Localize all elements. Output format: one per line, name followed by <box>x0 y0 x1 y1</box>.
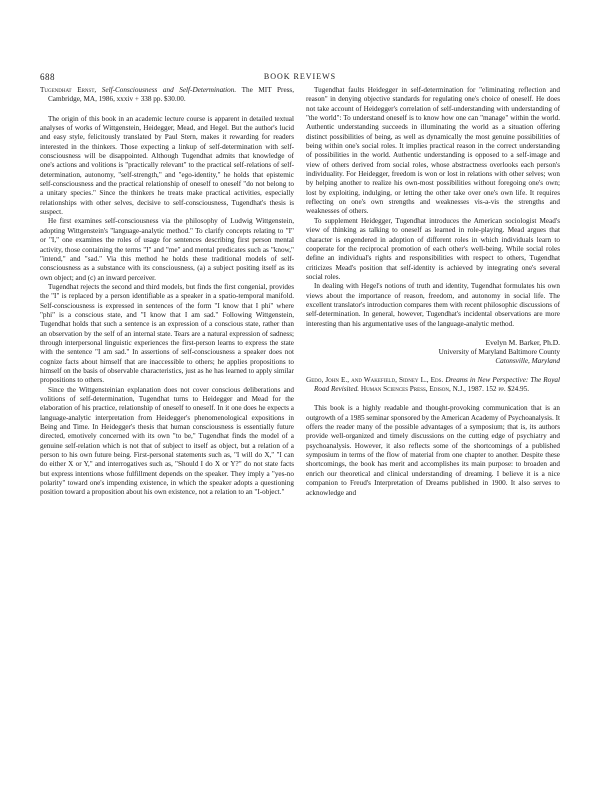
citation2-title: Dreams in New Perspective: The Royal Road Revisited. <box>314 375 561 394</box>
citation-publisher: The MIT Press, Cambridge, MA, 1986, xxxiv + 338 pp. $30.00. <box>48 86 295 104</box>
reviewer-signature <box>306 338 560 367</box>
reviewer-location: Catonsville, Maryland <box>495 357 560 366</box>
right-paragraph: Tugendhat faults Heidegger in self-determination for "eliminating reflection and reason" in denying objective standards for regulating one's choice of oneself. He does not take account of Heidegger's correlation of self-understanding with understanding of "the world": To understand oneself is to know how one can "manage" within the world. Authentic understanding succeeds in illuminating the world as a situation offering distinct possibilities of being, as well as dynamically the most genuine possibilities of being within one's social roles. It implies practical reason in the correct understanding of possibilities in the world. Authentic understanding is opposed to a self-image and view of others derived from social roles, whose abstractness overlooks each person's individuality. For Heidegger, freedom is won or lost in relations with other selves; won by helping another to realize his own-most possibilities without foregoing one's own; lost by exploiting, indulging, or letting the other take over one's own life. It requires reflecting on one's own strengths and weaknesses vis-a-vis the strengths and weaknesses of others. <box>306 86 560 216</box>
running-head: BOOK REVIEWS <box>263 72 337 81</box>
review-citation-1 <box>40 86 294 105</box>
citation2-authors: Gedo, John E., and Wakefield, Sidney L., Eds. <box>306 375 444 384</box>
citation-title: Self-Consciousness and Self-Determination. <box>101 86 237 94</box>
page-number: 688 <box>40 72 55 82</box>
left-paragraph: He first examines self-consciousness via the philosophy of Ludwig Wittgenstein, adopting Wittgenstein's "language-analytic method." To clarify concepts relating to "I" or "I," one examines the roles of usage for sentences describing first person mental activity, those containing the terms "I" and "me" and mental predicates such as "know," "intend," and "sad." Via this method he holds these traditional models of self-consciousness as a substance with its consciousness, (a) a subject positing itself as its own object; and (c) an inward perceiver. <box>40 217 294 282</box>
left-paragraph: The origin of this book in an academic lecture course is apparent in detailed textual analyses of works of Wittgenstein, Heidegger, Mead, and Hegel. But the author's lucid and easy style, felicitously translated by Paul Stern, makes it rewarding for readers interested in the thinkers. Those expecting a linkup of self-determination with self-consciousness will be disappointed. Although Tugendhat admits that knowledge of one's actions and volitions is "practically relevant" to the practical self-relations of self-determination, autonomy, "self-strength," and "ego-identity," he holds that epistemic self-consciousness and the practical relationship of oneself to oneself "do not belong to a unitary species." Since the thinkers he treats make practical activities, especially relationships with other selves, decisive to self-consciousness, Tugendhat's thesis is suspect. <box>40 114 294 217</box>
right-paragraph: In dealing with Hegel's notions of truth and identity, Tugendhat formulates his own views about the importance of reason, freedom, and autonomy in social life. The excellent translator's introduction compares them with recent philosophic discussions of self-determination. In general, however, Tugendhat's incidental observations are more interesting than his argumentative uses of the language-analytic method. <box>306 282 560 328</box>
right-column <box>306 86 560 498</box>
reviewer-affiliation: University of Maryland Baltimore County <box>438 347 560 356</box>
citation2-publisher: Human Sciences Press, Edison, N.J., 1987. 152 pp. $24.95. <box>360 385 530 394</box>
citation-author: Tugendhat Ernst, <box>40 86 97 94</box>
right-paragraph-review2: This book is a highly readable and thought-provoking communication that is an outgrowth of a 1985 seminar sponsored by the American Academy of Psychoanalysis. It offers the reader many of the possible advantages of a symposium; that is, its authors provide well-organized and timely discussions on the cutting edge of psychiatry and psychoanalysis. However, it also reflects some of the shortcomings of a published symposium in terms of the flow of material from one chapter to another. Despite these shortcomings, the book has merit and accomplishes its main purpose: to broaden and enrich our theoretical and clinical understanding of dreaming. I believe it is a nice companion to Freud's Interpretation of Dreams published in 1900. It also serves to acknowledge and <box>306 404 560 497</box>
right-paragraph: To supplement Heidegger, Tugendhat introduces the American sociologist Mead's view of thinking as talking to oneself as learned in role-playing. Mead argues that character is engendered in adoption of different roles in which individuals learn to cooperate for the reciprocal promotion of each other's well-being. While social roles define an individual's rights and responsibilities with respect to others, Tugendhat criticizes Mead's position that self-identity is achieved by integrating one's several social roles. <box>306 216 560 281</box>
review-citation-2 <box>306 376 560 395</box>
reviewer-name: Evelyn M. Barker, Ph.D. <box>485 337 560 347</box>
left-column <box>40 86 294 498</box>
left-paragraph: Tugendhat rejects the second and third models, but finds the first congenial, provides the "I" is replaced by a person identifiable as a speaker in a spatio-temporal manifold. Self-consciousness is expressed in sentences of the form "I know that I phi" where "phi" is a conscious state, and "I know that I am sad." Following Wittgenstein, Tugendhat holds that such a sentence is an expression of a conscious state, rather than an observation by the self of an internal state. Tears are a natural expression of sadness; through interpersonal linguistic experiences the first-person learns to express the state with the sentence "I am sad." In assertions of self-consciousness a speaker does not cognize facts about himself that are inaccessible to others; he applies propositions to himself on the basis of observable characteristics, just as he has learned to apply similar propositions to others. <box>40 282 294 385</box>
left-paragraph: Since the Wittgensteinian explanation does not cover conscious deliberations and volitions of self-determination, Tugendhat turns to Heidegger and Mead for the elaboration of his practice, relationship of oneself to oneself. In it one does he expects a language-analytic interpretation from Heidegger's phenomenological expositions in Being and Time. In Heidegger's thesis that human consciousness is essentially future directed, emotively concerned with its own "to be," Tugendhat finds the model of a genuine self-relation which is not that of subject to itself as object, but a relation of a person to his own future being. First-personal statements such as, "I will do X," "I can do either X or Y," and interrogatives such as, "Should I do X or Y?" do not state facts but express intentions whose fulfillment depends on the speaker. They imply a "yes-no polarity" toward one's impending existence, in which the speaker adopts a questioning position toward a proposition about his own existence, not a relation to an "I-object." <box>40 385 294 497</box>
